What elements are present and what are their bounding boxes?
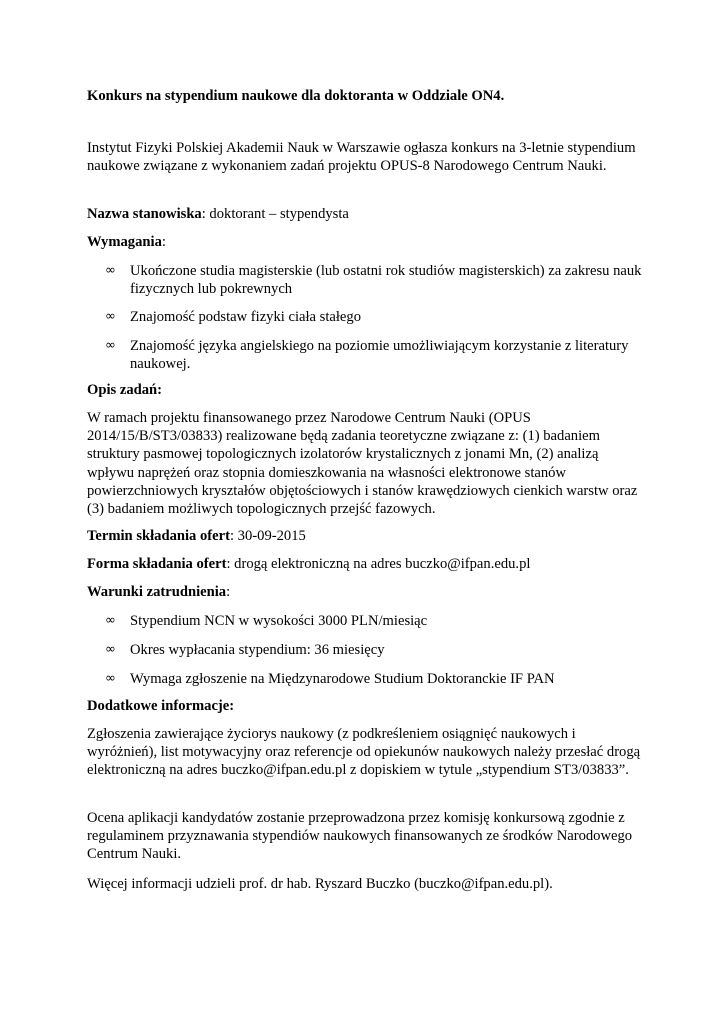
infinity-bullet-icon: ∞ [105,642,116,658]
additional-paragraph-evaluation: Ocena aplikacji kandydatów zostanie przeprowadzona przez komisję konkursową zgodnie z regulaminem przyznawania stypendiów naukowych finansowanych ze środków Narodowego Centrum Nauki. [87,810,633,863]
list-item [87,262,647,298]
intro-paragraph: Instytut Fizyki Polskiej Akademii Nauk w Warszawie ogłasza konkurs na 3-letnie stypendium naukowe związane z wykonaniem zadań projektu OPUS-8 Narodowego Centrum Nauki. [87,140,636,175]
deadline-line [87,527,647,545]
conditions-label: Warunki zatrudnienia [87,584,227,600]
infinity-bullet-icon: ∞ [105,337,116,353]
deadline-value: : 30-09-2015 [229,528,306,544]
requirement-text: Ukończone studia magisterskie (lub ostatni rok studiów magisterskich) za zakresu nauk fizycznych lub pokrewnych [130,263,642,298]
position-label: Nazwa stanowiska [87,206,202,222]
infinity-bullet-icon: ∞ [105,613,116,628]
document-title: Konkurs na stypendium naukowe dla doktoranta w Oddziale ON4. [87,88,505,104]
condition-text: Okres wypłacania stypendium: 36 miesięcy [130,642,385,659]
requirements-heading [87,233,647,251]
requirements-list [87,262,647,373]
submission-value: : drogą elektroniczną na adres buczko@ifpan.edu.pl [226,556,531,572]
deadline-label: Termin składania ofert [87,528,230,544]
tasks-heading: Opis zadań: [87,382,163,398]
requirement-text: Znajomość podstaw fizyki ciała stałego [130,309,361,326]
infinity-bullet-icon: ∞ [105,309,116,325]
conditions-heading [87,583,647,601]
conditions-colon: : [226,584,231,600]
condition-text: Wymaga zgłoszenie na Międzynarodowe Studium Doktoranckie IF PAN [130,671,555,688]
conditions-list [87,612,647,689]
requirements-label: Wymagania [87,234,162,250]
submission-label: Forma składania ofert [87,556,227,572]
list-item [87,612,647,630]
list-item [87,308,647,326]
requirement-text: Znajomość języka angielskiego na poziomie umożliwiającym korzystanie z literatury naukowej. [130,337,629,372]
infinity-bullet-icon: ∞ [105,671,116,687]
position-value: : doktorant – stypendysta [201,206,349,222]
requirements-colon: : [161,234,166,250]
list-item [87,337,647,373]
list-item [87,641,647,659]
additional-heading: Dodatkowe informacje: [87,698,235,714]
infinity-bullet-icon: ∞ [105,263,116,278]
list-item [87,670,647,688]
submission-line [87,555,647,573]
tasks-paragraph: W ramach projektu finansowanego przez Narodowe Centrum Nauki (OPUS 2014/15/B/ST3/03833) realizowane będą zadania teoretyczne związane z: (1) badaniem struktury pasmowej topologicznych izolatorów krystalicznych z jonami Mn, (2) analizą wpływu naprężeń oraz stopnia domieszkowania na własności elektronowe stanów powierzchniowych kryształów objętościowych i stanów krawędziowych cienkich warstw oraz (3) badaniem możliwych topologicznych przejść fazowych. [87,410,638,518]
additional-paragraph-application: Zgłoszenia zawierające życiorys naukowy (z podkreśleniem osiągnięć naukowych i wyróżnień), list motywacyjny oraz referencje od opiekunów naukowych należy przesłać drogą elektroniczną na adres buczko@ifpan.edu.pl z dopiskiem w tytule „stypendium ST3/03833”. [87,726,641,779]
position-line [87,205,647,223]
condition-text: Stypendium NCN w wysokości 3000 PLN/miesiąc [130,613,428,629]
additional-paragraph-contact: Więcej informacji udzieli prof. dr hab. Ryszard Buczko (buczko@ifpan.edu.pl). [87,876,553,892]
